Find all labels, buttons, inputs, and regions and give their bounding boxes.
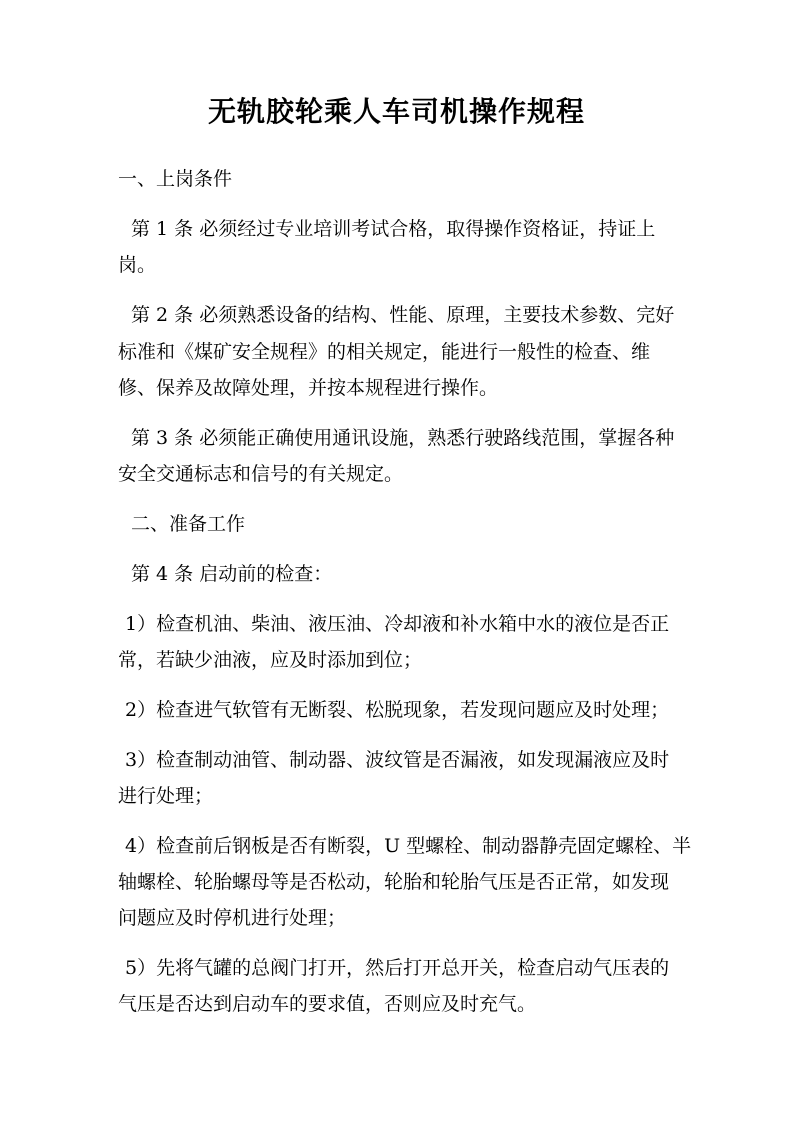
article-2-line-2: 标准和《煤矿安全规程》的相关规定，能进行一般性的检查、维 xyxy=(118,341,651,363)
article-3-line-1: 第 3 条 必须能正确使用通讯设施，熟悉行驶路线范围，掌握各种 xyxy=(131,427,675,449)
check-item-3-line-2: 进行处理； xyxy=(118,785,214,807)
article-2-line-1: 第 2 条 必须熟悉设备的结构、性能、原理，主要技术参数、完好 xyxy=(131,304,675,326)
check-item-4-line-3: 问题应及时停机进行处理； xyxy=(118,907,347,929)
check-item-4-line-2: 轴螺栓、轮胎螺母等是否松动，轮胎和轮胎气压是否正常，如发现 xyxy=(118,871,670,893)
check-item-1-line-1: 1）检查机油、柴油、液压油、冷却液和补水箱中水的液位是否正 xyxy=(125,613,670,635)
section-heading-preparation: 二、准备工作 xyxy=(131,513,246,535)
article-4-heading: 第 4 条 启动前的检查： xyxy=(131,563,333,585)
check-item-1-line-2: 常，若缺少油液，应及时添加到位； xyxy=(118,649,423,671)
article-2-line-3: 修、保养及故障处理，并按本规程进行操作。 xyxy=(118,377,499,399)
check-item-3-line-1: 3）检查制动油管、制动器、波纹管是否漏液，如发现漏液应及时 xyxy=(125,749,670,771)
check-item-4-line-1: 4）检查前后钢板是否有断裂，U 型螺栓、制动器静壳固定螺栓、半 xyxy=(125,835,692,857)
check-item-2-line-1: 2）检查进气软管有无断裂、松脱现象，若发现问题应及时处理； xyxy=(125,699,670,721)
article-3-line-2: 安全交通标志和信号的有关规定。 xyxy=(118,463,404,485)
check-item-5-line-2: 气压是否达到启动车的要求值，否则应及时充气。 xyxy=(118,993,537,1015)
article-1-line-1: 第 1 条 必须经过专业培训考试合格，取得操作资格证，持证上 xyxy=(131,218,656,240)
section-heading-qualifications: 一、上岗条件 xyxy=(118,168,233,190)
document-title: 无轨胶轮乘人车司机操作规程 xyxy=(207,95,585,128)
article-1-line-2: 岗。 xyxy=(118,254,157,276)
check-item-5-line-1: 5）先将气罐的总阀门打开，然后打开总开关，检查启动气压表的 xyxy=(125,957,670,979)
